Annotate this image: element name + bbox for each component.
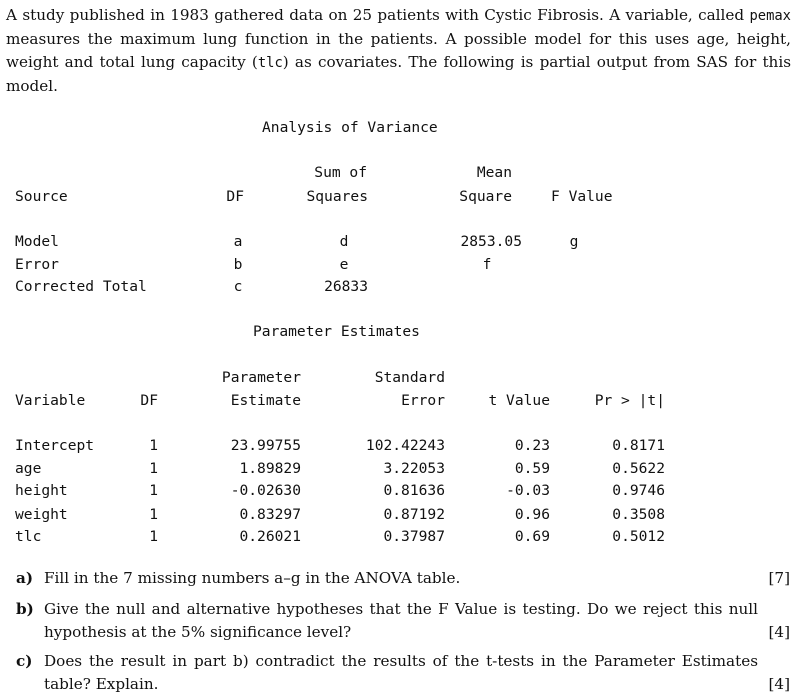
params-header-se-top: Standard (374, 369, 445, 386)
question-text: Does the result in part b) contradict the results of the t-tests in the Parameter Estimates table? Explain. (44, 652, 758, 693)
params-row-p: 0.8171 (612, 437, 665, 454)
anova-header-df: DF (226, 188, 244, 205)
anova-header-ms-bottom: Square (459, 188, 512, 205)
params-header-est-top: Parameter (221, 369, 301, 386)
params-row-df: 1 (149, 437, 158, 454)
anova-row-f: g (569, 233, 579, 250)
params-row-est: 0.83297 (239, 506, 301, 523)
anova-row-ss: d (339, 233, 349, 250)
params-row-t: -0.03 (506, 482, 550, 499)
question-text: Fill in the 7 missing numbers a–g in the ANOVA table. (44, 569, 461, 587)
anova-row-df: c (233, 278, 243, 295)
params-row-se: 3.22053 (383, 460, 445, 477)
params-header-se-bottom: Error (401, 392, 445, 409)
params-row-p: 0.3508 (612, 506, 665, 523)
anova-row-ms: f (482, 256, 492, 273)
anova-header-f: F Value (551, 188, 613, 205)
params-row-p: 0.9746 (612, 482, 665, 499)
anova-row-source: Model (15, 233, 59, 250)
params-row-est: 0.26021 (239, 528, 301, 545)
params-row-df: 1 (149, 528, 158, 545)
params-row-variable: tlc (15, 528, 42, 545)
anova-header-ss-top: Sum of (314, 164, 367, 181)
question-letter: a) (16, 569, 34, 587)
params-row-est: -0.02630 (230, 482, 301, 499)
anova-row-source: Corrected Total (15, 278, 147, 295)
params-row-variable: age (15, 460, 42, 477)
question-marks: [4] (768, 623, 790, 641)
tlc-code: tlc (257, 55, 283, 71)
intro-text-1: A study published in 1983 gathered data on 25 patients with Cystic Fibrosis. A variable, called (6, 6, 750, 24)
params-header-t: t Value (488, 392, 550, 409)
params-row-variable: weight (15, 506, 68, 523)
question-letter: c) (16, 652, 33, 670)
intro-paragraph (6, 4, 791, 98)
anova-row-df: b (233, 256, 243, 273)
params-row-df: 1 (149, 482, 158, 499)
question-b (16, 598, 790, 644)
params-row-t: 0.23 (514, 437, 550, 454)
params-row-se: 0.81636 (383, 482, 445, 499)
params-row-se: 102.42243 (365, 437, 445, 454)
question-letter: b) (16, 600, 34, 618)
anova-title: Analysis of Variance (262, 119, 438, 136)
params-header-p: Pr > |t| (594, 392, 665, 409)
anova-header-ss-bottom: Squares (306, 188, 368, 205)
params-row-p: 0.5012 (612, 528, 665, 545)
intro-text-2: measures the maximum lung function in the patients. A possible model for this uses age, height, weight and total lung capacity ( (6, 30, 791, 71)
params-row-variable: Intercept (15, 437, 95, 454)
params-header-est-bottom: Estimate (230, 392, 301, 409)
params-row-se: 0.87192 (383, 506, 445, 523)
anova-row-source: Error (15, 256, 59, 273)
question-a (16, 567, 790, 590)
question-marks: [7] (768, 569, 790, 587)
params-row-t: 0.96 (514, 506, 550, 523)
params-row-df: 1 (149, 506, 158, 523)
params-row-t: 0.69 (514, 528, 550, 545)
pemax-code: pemax (749, 8, 791, 24)
params-row-variable: height (15, 482, 68, 499)
params-row-df: 1 (149, 460, 158, 477)
anova-row-ss: e (339, 256, 349, 273)
question-text: Give the null and alternative hypotheses that the F Value is testing. Do we reject this null hypothesis at the 5% significance level? (44, 600, 758, 641)
params-title: Parameter Estimates (253, 323, 420, 340)
intro-text-3: ) as covariates. The following is partial output from SAS for this model. (6, 53, 791, 95)
question-marks: [4] (768, 675, 790, 693)
anova-header-ms-top: Mean (476, 164, 512, 181)
params-header-variable: Variable (15, 392, 86, 409)
params-row-est: 1.89829 (239, 460, 301, 477)
params-row-p: 0.5622 (612, 460, 665, 477)
anova-row-ss: 26833 (324, 278, 368, 295)
params-row-est: 23.99755 (230, 437, 301, 454)
question-c (16, 650, 790, 696)
anova-header-source: Source (15, 188, 68, 205)
params-row-se: 0.37987 (383, 528, 445, 545)
params-row-t: 0.59 (514, 460, 550, 477)
params-header-df: DF (140, 392, 158, 409)
anova-row-df: a (233, 233, 243, 250)
anova-row-ms: 2853.05 (460, 233, 522, 250)
